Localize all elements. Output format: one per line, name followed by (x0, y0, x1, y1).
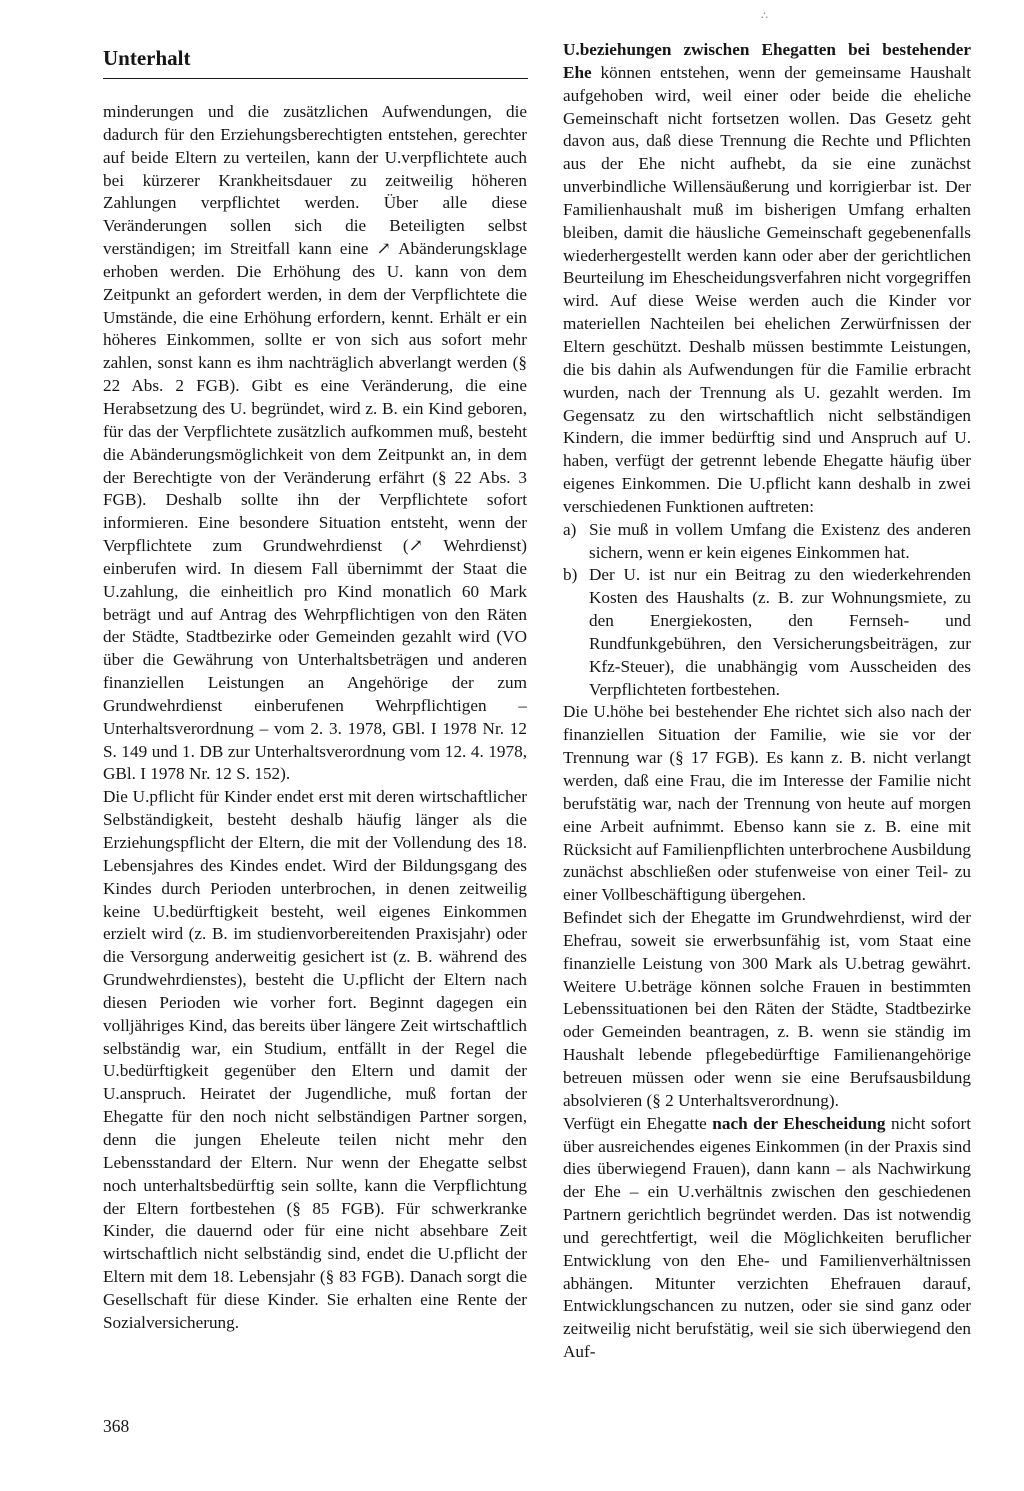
list-item (563, 519, 971, 565)
list-item-label: b) (563, 565, 578, 585)
corner-mark: ∴ (761, 10, 768, 22)
list-item-text: Der U. ist nur ein Beitrag zu den wiederkehrenden Kosten des Haushalts (z. B. zur Wohnungsmiete, zu den Energiekosten, den Fernseh- und Rundfunkgebühren, den Versicherungsbeiträgen, zur Kfz-Steuer), die unabhängig vom Ausscheiden des Verpflichteten fortbestehen. (589, 565, 971, 699)
header-rule (103, 78, 528, 79)
section-heading-bestehende-ehe: U.beziehungen zwischen Ehegatten bei bestehender Ehe (563, 40, 971, 82)
left-paragraph-2: Die U.pflicht für Kinder endet erst mit deren wirtschaftlicher Selbständigkeit, besteht deshalb häufig länger als die Erziehungspflicht der Eltern, die mit der Vollendung des 18. Lebensjahres des Kindes endet. Wird der Bildungsgang des Kindes durch Perioden unterbrochen, in denen zeitweilig keine U.bedürftigkeit besteht, weil eigenes Einkommen erzielt wird (z. B. im studienvorbereitenden Praxisjahr) oder die Versorgung anderweitig gesichert ist (z. B. während des Grundwehrdienstes), besteht die U.pflicht der Eltern nach diesen Perioden wie vorher fort. Beginnt dagegen ein volljähriges Kind, das bereits über längere Zeit wirtschaftlich selbständig war, ein Studium, entfällt in der Regel die U.bedürftigkeit gegenüber den Eltern und damit der U.anspruch. Heiratet der Jugendliche, muß fortan der Ehegatte für den noch nicht selbständigen Partner sorgen, denn die jungen Eheleute teilen nicht mehr den Lebensstandard der Eltern. Nur wenn der Ehegatte selbst noch unterhaltsbedürftig sein sollte, kann die Verpflichtung der Eltern fortbestehen (§ 85 FGB). Für schwerkranke Kinder, die dauernd oder für eine nicht absehbare Zeit wirtschaftlich nicht selbständig sind, endet die U.pflicht der Eltern mit dem 18. Lebensjahr (§ 83 FGB). Danach sorgt die Gesellschaft für diese Kinder. Sie erhalten eine Rente der Sozialversicherung. (103, 787, 527, 1332)
right-paragraph-4 (563, 1113, 971, 1364)
list-item (563, 564, 971, 701)
intro-text: können entstehen, wenn der gemeinsame Haushalt aufgehoben wird, weil einer oder beide die eheliche Gemeinschaft nicht fortsetzen wollen. Das Gesetz geht davon aus, daß diese Trennung die Rechte und Pflichten aus der Ehe nicht aufhebt, da sie eine zunächst unverbindliche Willensäußerung und korrigierbar ist. Der Familienhaushalt muß im bisherigen Umfang erhalten bleiben, damit die häusliche Gemeinschaft gegebenenfalls wiederhergestellt werden kann oder aber der gerichtlichen Beurteilung im Ehescheidungsverfahren nicht vorgegriffen wird. Auf diese Weise werden auch die Kinder vor materiellen Nachteilen bei ehelichen Zerwürfnissen der Eltern geschützt. Deshalb müssen bestimmte Leistungen, die bis dahin als Aufwendungen für die Familie erbracht wurden, nach der Trennung als U. gezahlt werden. Im Gegensatz zu den wirtschaftlich nicht selbständigen Kindern, die immer bedürftig sind und Anspruch auf U. haben, verfügt der getrennt lebende Ehegatte häufig über eigenes Einkommen. Die U.pflicht kann deshalb in zwei verschiedenen Funktionen auftreten: (563, 62, 971, 516)
left-column (103, 101, 527, 1335)
right-paragraph-2: Die U.höhe bei bestehender Ehe richtet sich also nach der finanziellen Situation der Familie, wie sie vor der Trennung war (§ 17 FGB). Es kann z. B. nicht verlangt werden, daß eine Frau, die im Interesse der Familie nicht berufstätig war, nach der Trennung von heute auf morgen eine Arbeit aufnimmt. Ebenso kann sie z. B. eine mit Rücksicht auf Familienpflichten unterbrochene Ausbildung zunächst abschließen oder stufenweise von einer Teil- zu einer Vollbeschäftigung übergehen. (563, 702, 971, 905)
keyword-nach-der-ehescheidung: nach der Ehescheidung (712, 1113, 886, 1133)
function-list (563, 519, 971, 702)
list-item-label: a) (563, 519, 577, 539)
right-column (563, 39, 971, 1364)
page-number: 368 (103, 1416, 130, 1436)
right-intro-paragraph (563, 39, 971, 519)
right-paragraph-3: Befindet sich der Ehegatte im Grundwehrdienst, wird der Ehefrau, soweit sie erwerbsunfähig ist, vom Staat eine finanzielle Leistung von 300 Mark als U.betrag gewährt. Weitere U.beträge können solche Frauen in bestimmten Lebenssituationen bei den Räten der Städte, Stadtbezirke oder Gemeinden beantragen, z. B. wenn sie ständig im Haushalt lebende pflegebedürftige Familienangehörige betreuen müssen oder wenn sie eine Berufsausbildung absolvieren (§ 2 Unterhaltsverordnung). (563, 908, 971, 1110)
list-item-text: Sie muß in vollem Umfang die Existenz des anderen sichern, wenn er kein eigenes Einkommen hat. (589, 519, 971, 562)
paragraph-4-post: nicht sofort über ausreichendes eigenes Einkommen (in der Praxis sind dies überwiegend Frauen), dann kann – als Nachwirkung der Ehe – ein U.verhältnis zwischen den geschiedenen Partnern gerichtlich begründet werden. Das ist notwendig und gerechtfertigt, weil die Möglichkeiten beruflicher Entwicklung von den Ehe- und Familienverhältnissen abhängen. Mitunter verzichten Ehefrauen darauf, Entwicklungschancen zu nutzen, oder sie sind ganz oder zeitweilig nicht berufstätig, weil sie sich überwiegend den Auf- (563, 1113, 971, 1362)
running-header: Unterhalt (103, 46, 191, 70)
paragraph-4-pre: Verfügt ein Ehegatte (563, 1113, 713, 1133)
left-paragraph-1: minderungen und die zusätzlichen Aufwendungen, die dadurch für den Erziehungsberechtigten entstehen, gerechter auf beide Eltern zu verteilen, kann der U.verpflichtete auch bei kürzerer Krankheitsdauer zu zeitweilig höheren Zahlungen verpflichtet werden. Über alle diese Veränderungen sollen sich die Beteiligten selbst verständigen; im Streitfall kann eine ↗ Abänderungsklage erhoben werden. Die Erhöhung des U. kann von dem Zeitpunkt an gefordert werden, in dem der Verpflichtete die Umstände, die eine Erhöhung erfordern, kennt. Erhält er ein höheres Einkommen, sollte er von sich aus sofort mehr zahlen, sonst kann es ihm nachträglich abverlangt werden (§ 22 Abs. 2 FGB). Gibt es eine Veränderung, die eine Herabsetzung des U. begründet, wird z. B. ein Kind geboren, für das der Verpflichtete zusätzlich aufkommen muß, besteht die Abänderungsmöglichkeit von dem Zeitpunkt an, in dem der Berechtigte von der Veränderung erfährt (§ 22 Abs. 3 FGB). Deshalb sollte ihn der Verpflichtete sofort informieren. Eine besondere Situation entsteht, wenn der Verpflichtete zum Grundwehrdienst (↗ Wehrdienst) einberufen wird. In diesem Fall übernimmt der Staat die U.zahlung, die einheitlich pro Kind monatlich 60 Mark beträgt und auf Antrag des Wehrpflichtigen von den Räten der Städte, Stadtbezirke oder Gemeinden gezahlt wird (VO über die Gewährung von Unterhaltsbeträgen und anderen finanziellen Leistungen an Angehörige der zum Grundwehrdienst einberufenen Wehrpflichtigen – Unterhaltsverordnung – vom 2. 3. 1978, GBl. I 1978 Nr. 12 S. 149 und 1. DB zur Unterhaltsverordnung vom 12. 4. 1978, GBl. I 1978 Nr. 12 S. 152). (103, 102, 527, 784)
